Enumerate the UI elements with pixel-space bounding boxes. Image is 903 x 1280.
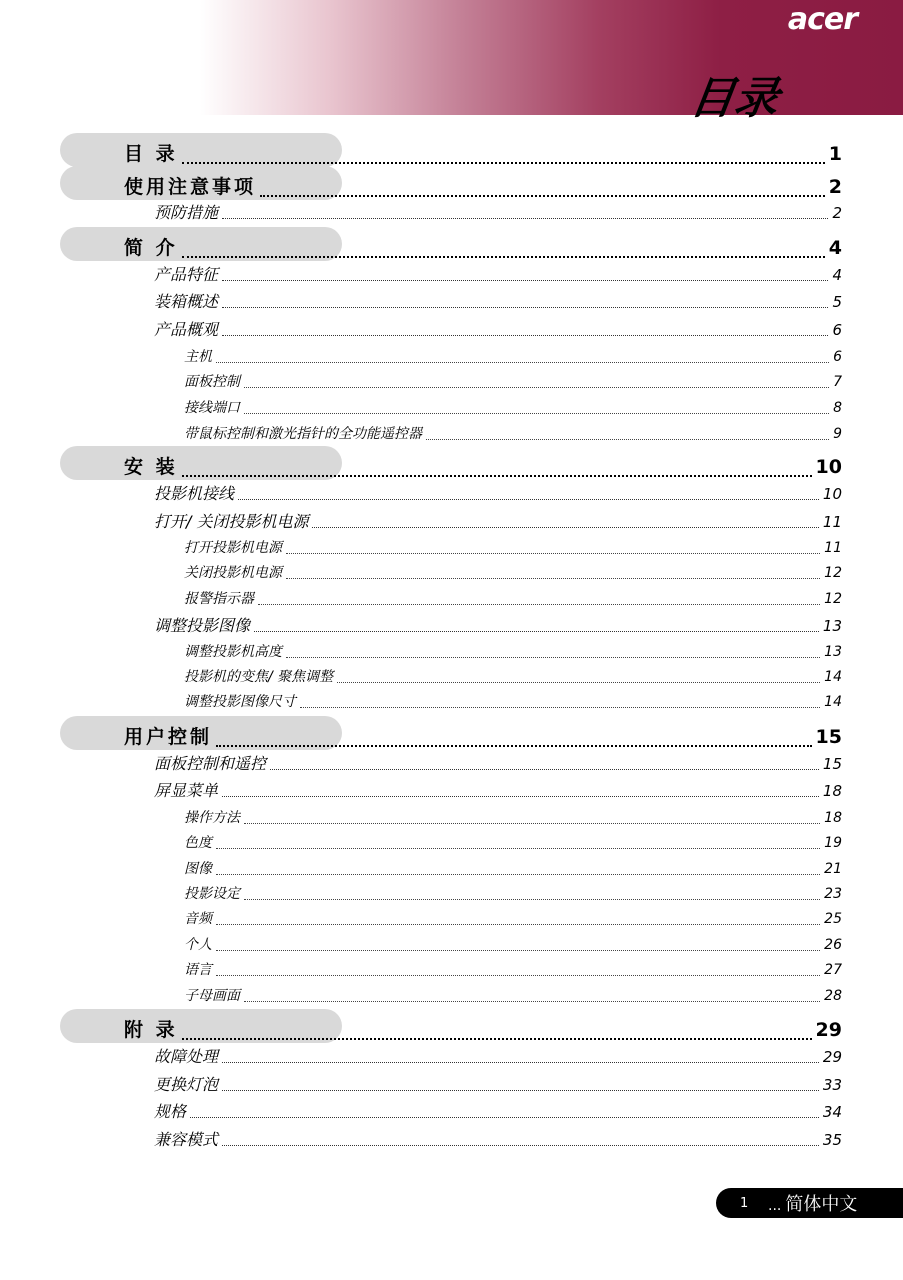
- dot-leader: [258, 604, 820, 605]
- page-title: 目录: [686, 73, 782, 124]
- dot-leader: [216, 362, 829, 363]
- dot-leader: [222, 307, 828, 308]
- toc-entry-page: 12: [824, 565, 842, 581]
- toc-entry[interactable]: [0, 172, 903, 202]
- dot-leader: [312, 527, 818, 528]
- toc-entry[interactable]: [0, 985, 903, 1005]
- toc-entry[interactable]: [0, 481, 903, 504]
- toc-entry[interactable]: [0, 537, 903, 557]
- toc-entry-title: 带鼠标控制和激光指针的全功能遥控器: [184, 426, 422, 442]
- toc-entry[interactable]: [0, 289, 903, 312]
- toc-entry-page: 6: [833, 349, 842, 365]
- toc-entry[interactable]: [0, 691, 903, 711]
- dot-leader: [244, 387, 829, 388]
- dot-leader: [182, 256, 825, 258]
- toc-entry[interactable]: [0, 832, 903, 852]
- toc-entry[interactable]: [0, 139, 903, 169]
- toc-entry-page: 25: [824, 911, 842, 927]
- toc-entry[interactable]: [0, 1099, 903, 1122]
- toc-entry[interactable]: [0, 666, 903, 686]
- toc-entry[interactable]: [0, 934, 903, 954]
- toc-entry[interactable]: [0, 562, 903, 582]
- dot-leader: [222, 1090, 819, 1091]
- dot-leader: [286, 553, 820, 554]
- toc-entry[interactable]: [0, 262, 903, 285]
- dot-leader: [190, 1117, 819, 1118]
- toc-entry[interactable]: [0, 233, 903, 263]
- toc-entry[interactable]: [0, 959, 903, 979]
- toc-entry[interactable]: [0, 317, 903, 340]
- toc-entry-title: 目 录: [124, 143, 178, 165]
- language-label: [768, 1190, 857, 1216]
- toc-entry-title: 故障处理: [154, 1047, 219, 1066]
- toc-entry-page: 11: [822, 513, 842, 531]
- language-text: 简体中文: [785, 1194, 858, 1215]
- toc-entry-title: 主机: [184, 349, 212, 365]
- dot-leader: [286, 657, 820, 658]
- toc-entry-title: 调整投影图像: [154, 616, 251, 635]
- toc-entry-title: 个人: [184, 937, 212, 953]
- toc-entry-title: 简 介: [124, 237, 178, 259]
- toc-entry-page: 12: [824, 591, 842, 607]
- toc-entry[interactable]: [0, 908, 903, 928]
- dot-leader: [260, 195, 825, 197]
- dot-leader: [244, 1001, 820, 1002]
- dot-leader: [244, 413, 829, 414]
- toc-entry-page: 7: [833, 374, 842, 390]
- toc-entry-page: 14: [824, 694, 842, 710]
- dot-leader: [222, 280, 828, 281]
- dot-leader: [244, 899, 820, 900]
- toc-entry-title: 打开投影机电源: [184, 540, 282, 556]
- toc-entry-page: 18: [822, 782, 842, 800]
- page-number: 1: [740, 1195, 749, 1211]
- header-banner: [0, 0, 903, 124]
- toc-entry-title: 面板控制: [184, 374, 240, 390]
- toc-entry-page: 26: [824, 937, 842, 953]
- toc-entry-title: 打开/ 关闭投影机电源: [154, 512, 309, 531]
- toc-entry-title: 调整投影图像尺寸: [184, 694, 296, 710]
- dot-leader: [254, 631, 819, 632]
- toc-entry[interactable]: [0, 778, 903, 801]
- toc-entry-title: 色度: [184, 835, 212, 851]
- toc-entry-title: 产品概观: [154, 320, 219, 339]
- toc-entry-title: 子母画面: [184, 988, 240, 1004]
- toc-entry[interactable]: [0, 371, 903, 391]
- toc-entry-page: 28: [824, 988, 842, 1004]
- toc-entry-title: 使用注意事项: [124, 176, 257, 198]
- toc-entry-page: 10: [815, 456, 842, 478]
- toc-entry-title: 更换灯泡: [154, 1075, 219, 1094]
- dot-leader: [182, 162, 825, 164]
- toc-entry[interactable]: [0, 613, 903, 636]
- dot-leader: [238, 499, 819, 500]
- dot-leader: [216, 745, 812, 747]
- toc-entry-page: 27: [824, 962, 842, 978]
- toc-entry-title: 调整投影机高度: [184, 644, 282, 660]
- toc-entry-page: 23: [824, 886, 842, 902]
- toc-entry-title: 报警指示器: [184, 591, 254, 607]
- toc-entry-page: 2: [828, 176, 842, 198]
- toc-entry-page: 9: [833, 426, 842, 442]
- toc-entry-page: 2: [832, 204, 842, 222]
- toc-entry-title: 预防措施: [154, 203, 219, 222]
- toc-entry-title: 操作方法: [184, 810, 240, 826]
- dot-leader: [222, 1145, 819, 1146]
- dot-leader: [244, 823, 820, 824]
- dot-leader: [182, 1038, 812, 1040]
- dot-leader: [270, 769, 819, 770]
- toc-entry[interactable]: [0, 397, 903, 417]
- toc-entry-page: 35: [822, 1131, 842, 1149]
- dot-leader: [222, 796, 819, 797]
- toc-entry[interactable]: [0, 452, 903, 482]
- toc-entry-page: 1: [828, 143, 842, 165]
- toc-entry-page: 13: [822, 617, 842, 635]
- dot-leader: [337, 682, 820, 683]
- toc-entry-title: 屏显菜单: [154, 781, 219, 800]
- toc-entry[interactable]: [0, 807, 903, 827]
- toc-entry[interactable]: [0, 883, 903, 903]
- toc-entry[interactable]: [0, 346, 903, 366]
- toc-entry-title: 关闭投影机电源: [184, 565, 282, 581]
- toc-entry-title: 规格: [154, 1102, 187, 1121]
- toc-entry-page: 5: [832, 293, 842, 311]
- toc-entry-title: 音频: [184, 911, 212, 927]
- toc-entry-title: 语言: [184, 962, 212, 978]
- dot-leader: [222, 1062, 819, 1063]
- dot-leader: [182, 475, 812, 477]
- toc-entry[interactable]: [0, 423, 903, 443]
- toc-entry[interactable]: [0, 200, 903, 223]
- dot-leader: [216, 874, 820, 875]
- footer-bar: [716, 1188, 903, 1218]
- toc-entry[interactable]: [0, 588, 903, 608]
- toc-entry-page: 29: [822, 1048, 842, 1066]
- dot-leader: [216, 975, 820, 976]
- toc-entry-title: 投影机接线: [154, 484, 235, 503]
- toc-entry[interactable]: [0, 1015, 903, 1045]
- dot-leader: [426, 439, 829, 440]
- toc-entry-title: 图像: [184, 861, 212, 877]
- acer-logo: acer: [787, 2, 857, 37]
- toc-entry-page: 19: [824, 835, 842, 851]
- toc-entry-page: 4: [832, 266, 842, 284]
- toc-entry-page: 33: [822, 1076, 842, 1094]
- toc-entry-page: 18: [824, 810, 842, 826]
- dot-leader: [300, 707, 820, 708]
- toc-entry-page: 34: [822, 1103, 842, 1121]
- toc-entry-page: 10: [822, 485, 842, 503]
- toc-entry-title: 面板控制和遥控: [154, 754, 267, 773]
- toc-entry-page: 8: [833, 400, 842, 416]
- dot-leader: [286, 578, 820, 579]
- toc-entry-title: 投影机的变焦/ 聚焦调整: [184, 669, 334, 685]
- dot-leader: [216, 950, 820, 951]
- toc-entry-page: 21: [824, 861, 842, 877]
- toc-entry-title: 用户控制: [124, 726, 213, 748]
- toc-entry-title: 兼容模式: [154, 1130, 219, 1149]
- toc-entry-title: 产品特征: [154, 265, 219, 284]
- toc-entry-page: 4: [828, 237, 842, 259]
- toc-entry-page: 29: [815, 1019, 842, 1041]
- toc-entry-title: 附 录: [124, 1019, 178, 1041]
- dot-leader: [216, 924, 820, 925]
- toc-entry[interactable]: [0, 509, 903, 532]
- toc-entry-page: 11: [824, 540, 842, 556]
- toc-entry[interactable]: [0, 641, 903, 661]
- dot-leader: [222, 218, 828, 219]
- toc-entry-page: 15: [822, 755, 842, 773]
- toc-entry-title: 接线端口: [184, 400, 240, 416]
- toc-entry-page: 6: [832, 321, 842, 339]
- toc-entry-page: 14: [824, 669, 842, 685]
- toc-entry[interactable]: [0, 1072, 903, 1095]
- toc-entry-title: 投影设定: [184, 886, 240, 902]
- toc-entry-title: 安 装: [124, 456, 178, 478]
- dot-leader: [216, 848, 820, 849]
- toc-entry-page: 15: [815, 726, 842, 748]
- toc-entry-title: 装箱概述: [154, 292, 219, 311]
- toc-entry-page: 13: [824, 644, 842, 660]
- toc-entry[interactable]: [0, 751, 903, 774]
- toc-entry[interactable]: [0, 722, 903, 752]
- dot-leader: [222, 335, 828, 336]
- language-lead: ...: [768, 1198, 782, 1214]
- toc-entry[interactable]: [0, 1044, 903, 1067]
- toc-entry[interactable]: [0, 858, 903, 878]
- toc-entry[interactable]: [0, 1127, 903, 1150]
